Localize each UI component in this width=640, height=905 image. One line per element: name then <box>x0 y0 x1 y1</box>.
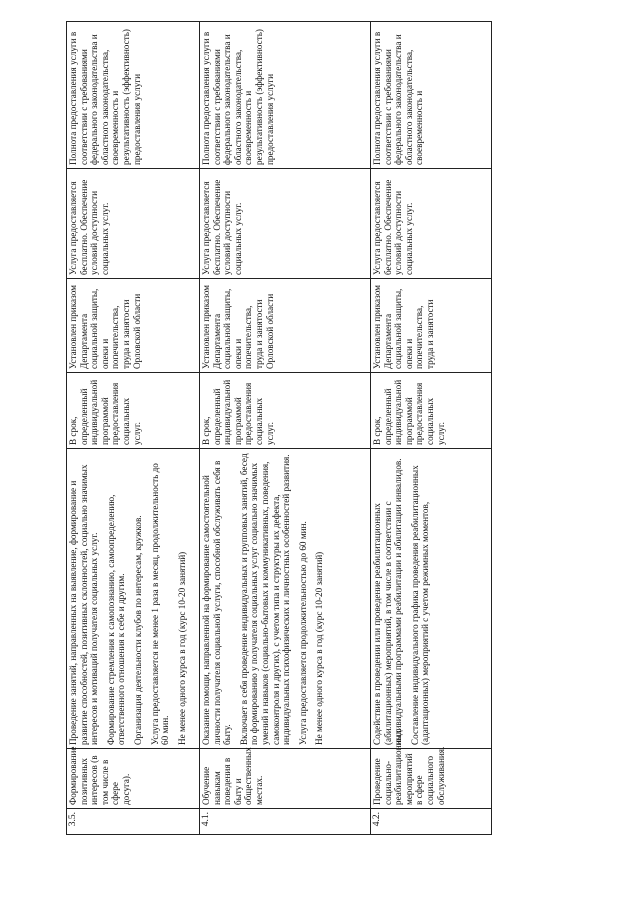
service-tariff: Установлен приказом Департамента социальной защиты, опеки и попечительства, труда и занятости Орловской области <box>200 279 371 373</box>
service-tariff: Установлен приказом Департамента социальной защиты, опеки и попечительства, труда и занятости <box>371 279 492 373</box>
service-name: Проведение социально-реабилитационных мероприятий в сфере социального обслуживания. <box>371 749 492 809</box>
table-row <box>200 22 371 835</box>
content-paragraph: Услуга предоставляется продолжительностью до 60 мин. <box>297 521 308 745</box>
service-conditions: Услуга предоставляется бесплатно. Обеспечение условий доступности социальных услуг. <box>200 169 371 279</box>
service-conditions: Услуга предоставляется бесплатно. Обеспечение условий доступности социальных услуг. <box>371 169 492 279</box>
service-quality: Полнота предоставления услуги в соответствии с требованиями федерального законодательства и областного законодательства, своевременность и результативность (эффективность) предоставления услуги <box>200 22 371 169</box>
content-paragraph: Включает в себя проведение индивидуальных и групповых занятий, бесед по формированию у получателя социальных услуг социально значимых умений и навыков (социально-бытовых и коммуникативных, поведения, самоконтроля и других), с учетом типа и структуры их дефекта, индивидуальных психофизических и личностных особенностей развития. <box>238 453 292 745</box>
content-paragraph: Организация деятельности клубов по интересам, кружков. <box>132 515 143 745</box>
content-paragraph: Проведение занятий, направленных на выявление, формирование и развитие способностей, позитивных склонностей, социально значимых интересов и мотиваций получателя социальных услуг. <box>68 464 100 745</box>
service-term: В срок, определенный индивидуальной программой предоставления социальных услуг. <box>371 373 492 449</box>
service-content <box>67 449 200 749</box>
service-content <box>200 449 371 749</box>
service-term: В срок, определенный индивидуальной программой предоставления социальных услуг. <box>200 373 371 449</box>
content-paragraph: Составление индивидуального графика проведения реабилитационных (адаптационных) мероприятий с учетом режимных моментов, <box>409 465 431 745</box>
content-paragraph: Услуга предоставляется не менее 1 раза в месяц, продолжительность до 60 мин. <box>149 463 171 745</box>
service-term: В срок, определенный индивидуальной программой предоставления социальных услуг. <box>67 373 200 449</box>
service-name: Обучение навыкам поведения в быту и общественных местах. <box>200 749 371 809</box>
table-row <box>67 22 200 835</box>
content-paragraph: Оказание помощи, направленной на формирование самостоятельной личности получателя социальной услуги, способной обслуживать себя в быту. <box>201 460 233 745</box>
service-quality: Полнота предоставления услуги в соответствии с требованиями федерального законодательства и областного законодательства, своевременность и результативность (эффективность) предоставления услуги <box>67 22 200 169</box>
service-quality: Полнота предоставления услуги в соответствии с требованиями федерального законодательства и областного законодательства, своевременность и <box>371 22 492 169</box>
services-table <box>66 21 492 835</box>
row-number: 3.5. <box>67 809 200 835</box>
content-paragraph: Формирование стремления к самопознанию, самоопределению, ответственного отношения к себе и другим. <box>105 494 127 745</box>
content-paragraph: Не менее одного курса в год (курс 10-20 занятий) <box>176 551 187 745</box>
service-tariff: Установлен приказом Департамента социальной защиты, опеки и попечительства, труда и занятости Орловской области <box>67 279 200 373</box>
content-paragraph: Не менее одного курса в год (курс 10-20 занятий) <box>314 551 325 745</box>
service-conditions: Услуга предоставляется бесплатно. Обеспечение условий доступности социальных услуг. <box>67 169 200 279</box>
table-row <box>371 22 492 835</box>
row-number: 4.1. <box>200 809 371 835</box>
row-number: 4.2. <box>371 809 492 835</box>
service-name: Формирование позитивных интересов (в том числе в сфере досуга). <box>67 749 200 809</box>
content-paragraph: Содействие в проведении или проведение реабилитационных (абилитационных) мероприятий, в том числе в соответствии с индивидуальными программами реабилитации и абилитации инвалидов. <box>372 458 404 745</box>
service-content <box>371 449 492 749</box>
